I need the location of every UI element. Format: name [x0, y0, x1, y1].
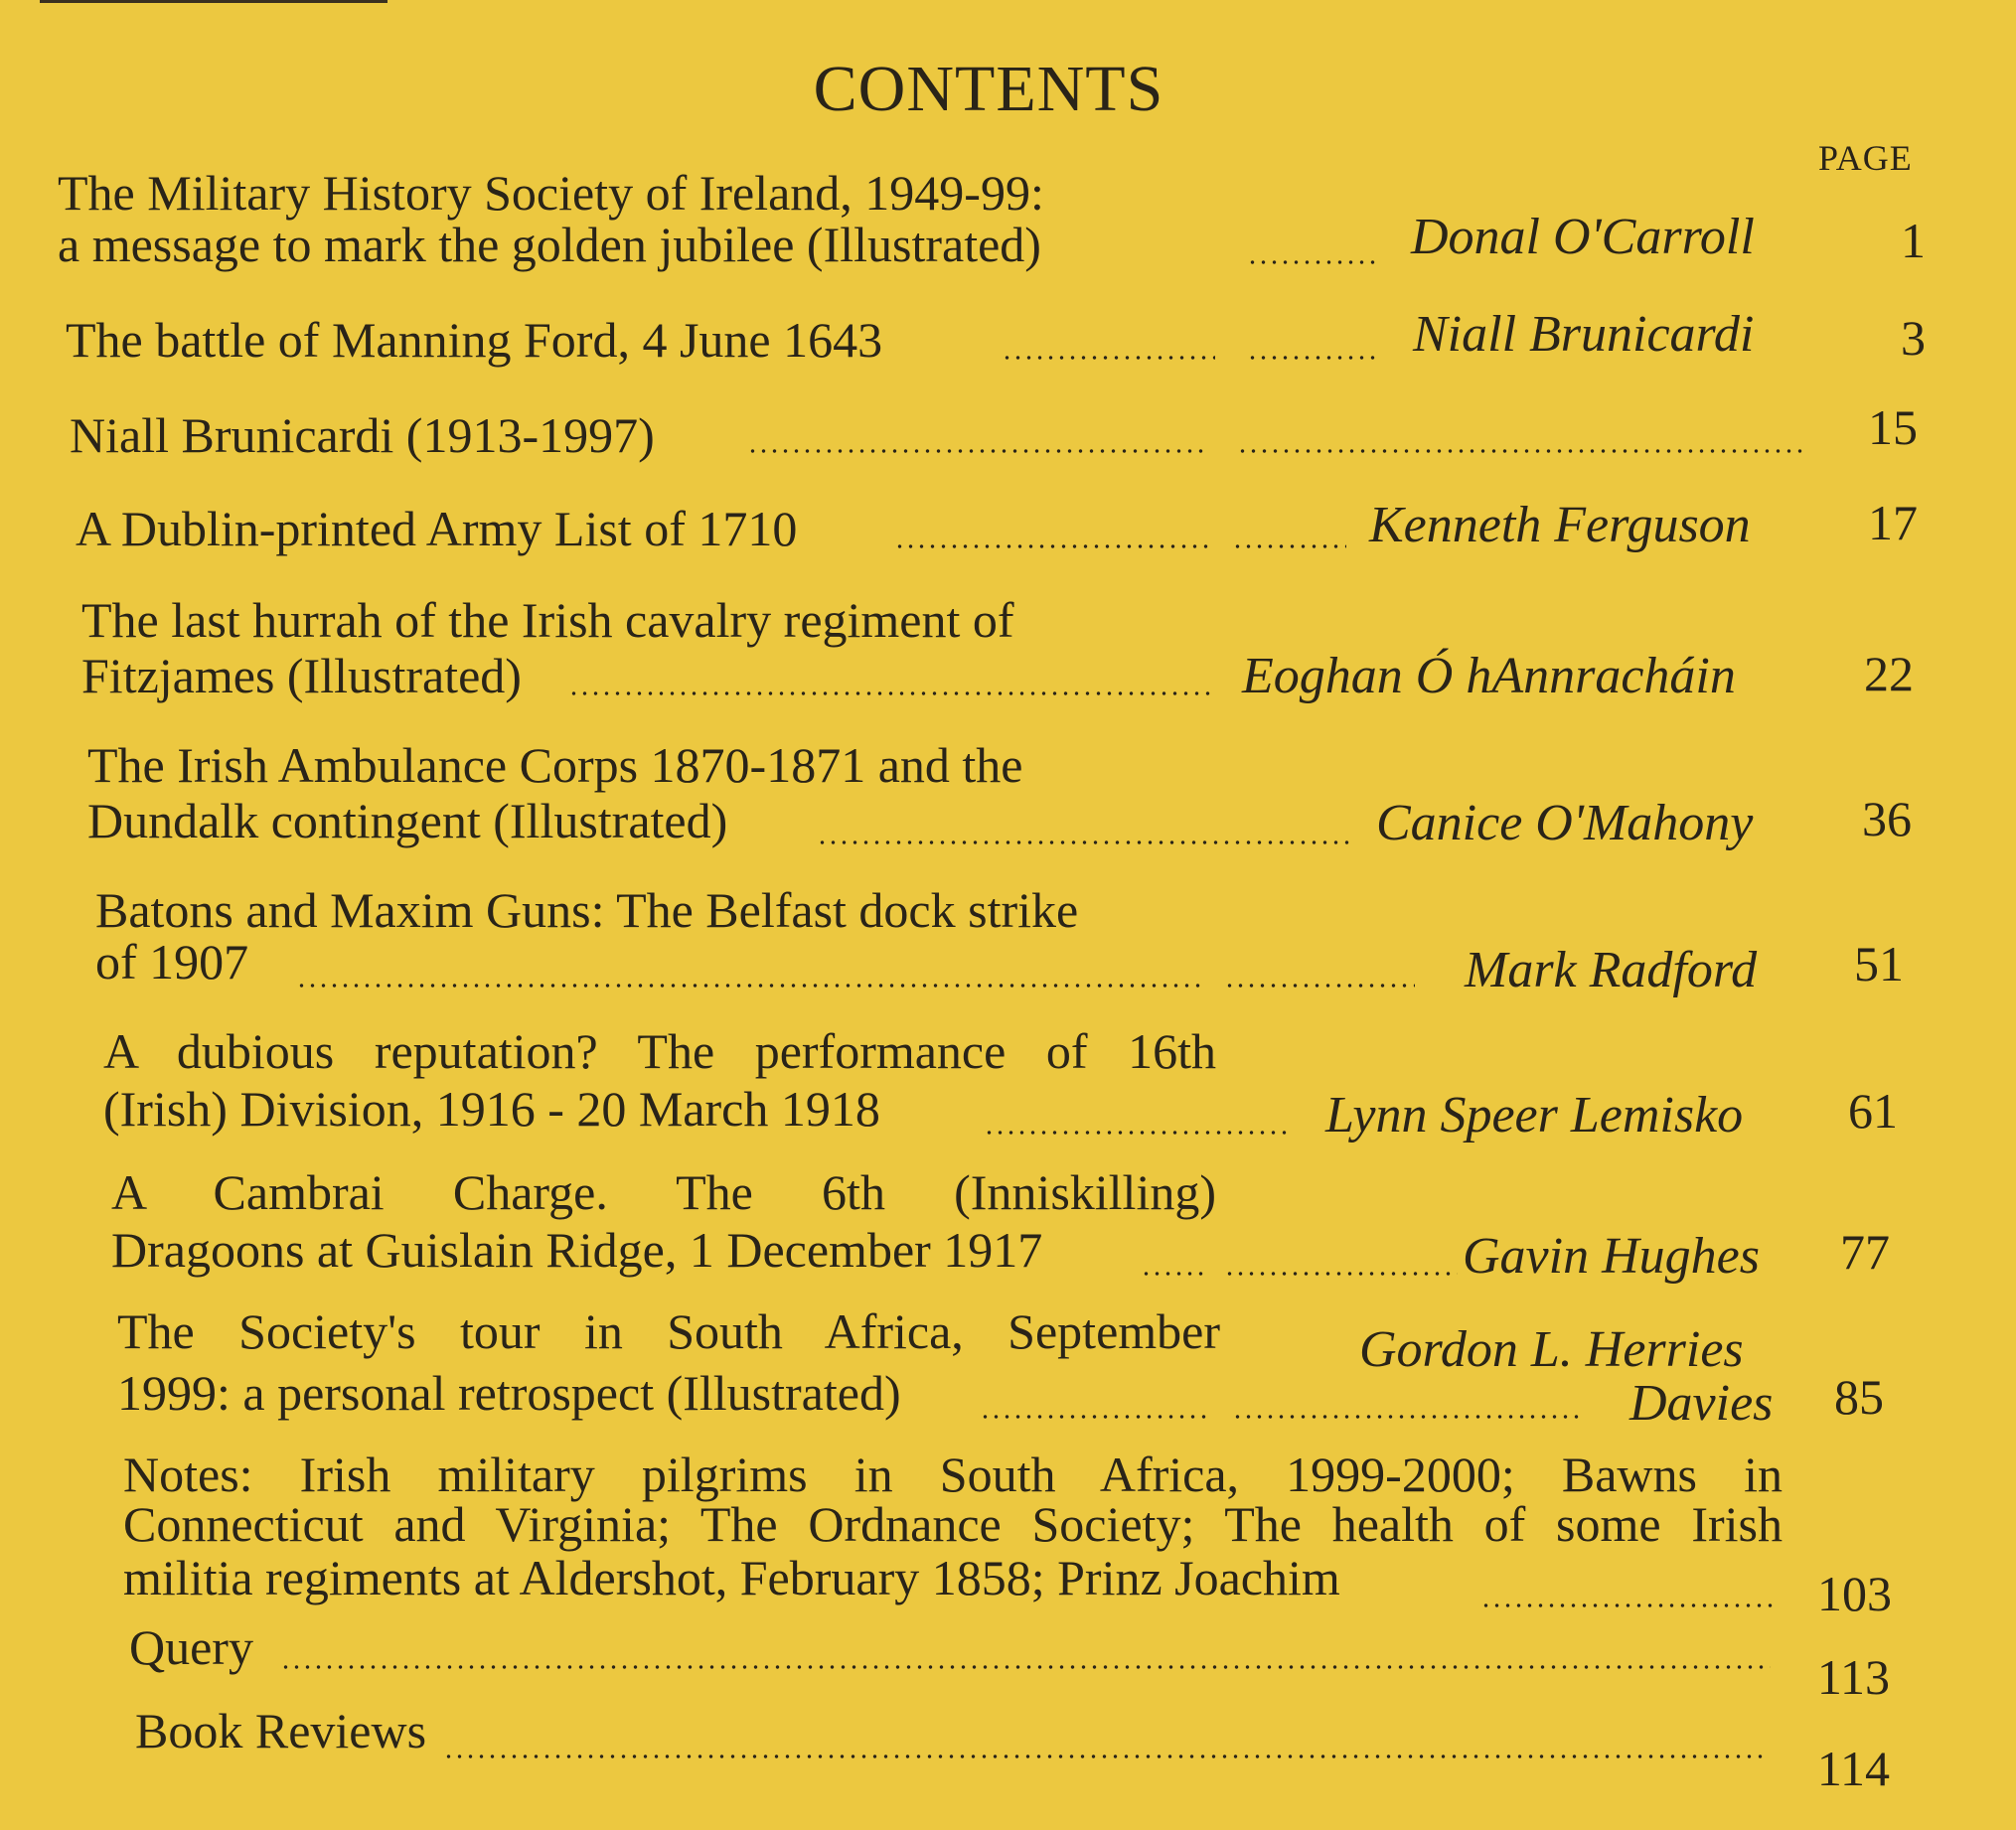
- leader-dots: [1480, 1603, 1779, 1607]
- entry-page: 85: [1834, 1369, 1884, 1425]
- entry-author: Eoghan Ó hAnnracháin: [1242, 648, 1736, 704]
- entry-author: Canice O'Mahony: [1376, 795, 1754, 851]
- entry-page: 114: [1816, 1741, 1890, 1796]
- entry-title-line: Fitzjames (Illustrated): [81, 648, 522, 703]
- entry-title-line: The Military History Society of Ireland, 1949-99:: [58, 165, 1044, 221]
- entry-page: 17: [1868, 495, 1918, 550]
- entry-title-line: 1999: a personal retrospect (Illustrated): [117, 1365, 901, 1421]
- entry-title-line: (Irish) Division, 1916 - 20 March 1918: [103, 1081, 880, 1137]
- entry-title-line: Notes: Irish military pilgrims in South Africa, 1999-2000; Bawns in: [123, 1447, 1783, 1502]
- entry-title-line: militia regiments at Aldershot, February 1858; Prinz Joachim: [123, 1550, 1340, 1605]
- entry-title-line: The battle of Manning Ford, 4 June 1643: [66, 312, 883, 368]
- leader-dots: [1002, 356, 1215, 360]
- leader-dots: [280, 1665, 1771, 1669]
- entry-title-line: A Dublin-printed Army List of 1710: [76, 501, 798, 556]
- leader-dots: [1247, 260, 1376, 264]
- entry-page: 103: [1817, 1566, 1892, 1621]
- leader-dots: [1224, 984, 1415, 988]
- leader-dots: [817, 840, 1353, 844]
- entry-page: 3: [1901, 310, 1926, 366]
- leader-dots: [747, 449, 1204, 453]
- page-column-label: PAGE: [1818, 138, 1913, 178]
- entry-page: 77: [1840, 1224, 1890, 1280]
- entry-page: 15: [1868, 399, 1918, 455]
- leader-dots: [1237, 449, 1803, 453]
- entry-page: 113: [1816, 1649, 1890, 1705]
- entry-title-line: A Cambrai Charge. The 6th (Inniskilling): [111, 1164, 1216, 1220]
- leader-dots: [1232, 544, 1346, 548]
- leader-dots: [980, 1415, 1208, 1419]
- entry-author: Davies: [1629, 1375, 1774, 1432]
- entry-title-line: Batons and Maxim Guns: The Belfast dock strike: [95, 882, 1079, 938]
- entry-title-line: Query: [129, 1619, 253, 1675]
- leader-dots: [1224, 1272, 1458, 1276]
- entry-author: Gavin Hughes: [1463, 1228, 1760, 1285]
- entry-title-line: of 1907: [95, 934, 249, 990]
- top-rule: [40, 0, 388, 3]
- entry-author: Mark Radford: [1465, 942, 1758, 998]
- entry-author: Donal O'Carroll: [1411, 209, 1755, 265]
- entry-page: 61: [1848, 1083, 1898, 1139]
- leader-dots: [894, 544, 1210, 548]
- entry-author: Gordon L. Herries: [1359, 1321, 1744, 1378]
- leader-dots: [296, 984, 1200, 988]
- entry-title-line: Niall Brunicardi (1913-1997): [70, 407, 655, 463]
- entry-page: 22: [1864, 646, 1914, 701]
- entry-author: Kenneth Ferguson: [1369, 497, 1751, 553]
- entry-title-line: The Irish Ambulance Corps 1870-1871 and the: [87, 737, 1023, 793]
- leader-dots: [568, 691, 1216, 695]
- entry-title-line: Dundalk contingent (Illustrated): [87, 793, 728, 848]
- leader-dots: [1247, 356, 1376, 360]
- entry-page: 1: [1901, 213, 1926, 268]
- entry-title-line: The Society's tour in South Africa, September: [117, 1303, 1220, 1359]
- entry-page: 36: [1862, 791, 1912, 846]
- entry-title-line: a message to mark the golden jubilee (Illustrated): [58, 217, 1041, 272]
- contents-heading: CONTENTS: [813, 53, 1164, 125]
- leader-dots: [984, 1131, 1292, 1135]
- leader-dots: [1232, 1415, 1580, 1419]
- entry-title-line: Dragoons at Guislain Ridge, 1 December 1917: [111, 1222, 1043, 1278]
- entry-title-line: Book Reviews: [135, 1703, 427, 1758]
- entry-title-line: The last hurrah of the Irish cavalry regiment of: [81, 592, 1014, 648]
- entry-title-line: A dubious reputation? The performance of 16th: [103, 1023, 1216, 1079]
- entry-page: 51: [1854, 936, 1904, 991]
- leader-dots: [443, 1754, 1769, 1758]
- entry-author: Niall Brunicardi: [1413, 306, 1755, 363]
- entry-author: Lynn Speer Lemisko: [1325, 1087, 1744, 1144]
- entry-title-line: Connecticut and Virginia; The Ordnance Society; The health of some Irish: [123, 1496, 1783, 1552]
- leader-dots: [1141, 1272, 1206, 1276]
